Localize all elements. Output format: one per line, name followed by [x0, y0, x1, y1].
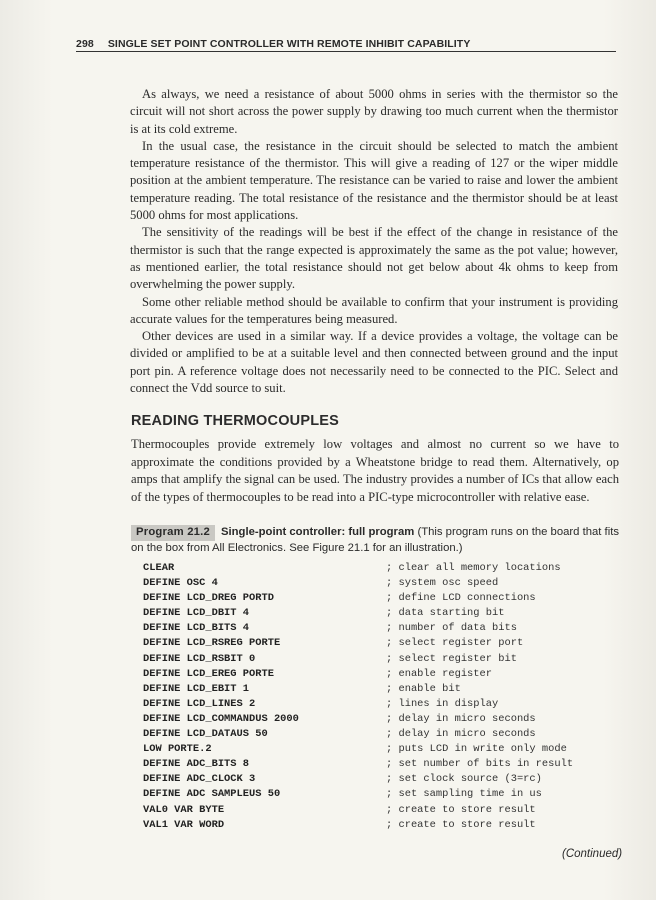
code-listing [143, 561, 623, 833]
code-statement: DEFINE ADC SAMPLEUS 50 [143, 788, 281, 801]
code-line [143, 667, 623, 682]
code-line [143, 772, 623, 787]
code-statement: LOW PORTE.2 [143, 743, 212, 756]
code-statement: DEFINE LCD_EREG PORTE [143, 667, 274, 680]
code-comment: ; delay in micro seconds [386, 712, 536, 725]
code-comment: ; data starting bit [386, 607, 505, 620]
code-line [143, 621, 623, 636]
paragraph: The sensitivity of the readings will be best if the effect of the change in resistance of the thermistor is such that the range expected is approximately the same as the pot value; however, as mentioned earlier, the total resistance should not get below about 4k ohms to keep from overwhelming the power supply. [130, 225, 618, 292]
code-comment: ; set clock source (3=rc) [386, 773, 542, 786]
code-comment: ; enable register [386, 667, 493, 680]
code-line [143, 727, 623, 742]
code-statement: DEFINE LCD_COMMANDUS 2000 [143, 712, 299, 725]
running-header [76, 38, 616, 52]
paragraph: Some other reliable method should be available to confirm that your instrument is providing accurate values for the temperatures being measured. [130, 294, 618, 326]
section-heading: READING THERMOCOUPLES [131, 413, 340, 429]
code-statement: DEFINE OSC 4 [143, 577, 218, 590]
program-title: Single-point controller: full program [220, 526, 415, 538]
code-comment: ; number of data bits [386, 622, 517, 635]
code-comment: ; select register bit [386, 652, 517, 665]
code-comment: ; define LCD connections [386, 592, 536, 605]
code-comment: ; system osc speed [386, 577, 499, 590]
code-comment: ; clear all memory locations [386, 562, 561, 574]
code-comment: ; set number of bits in result [386, 758, 574, 771]
program-note: (This program runs on the board that fits on the box from All Electronics. See Figure 21.1 for an illustration.) [131, 526, 619, 554]
code-statement: DEFINE LCD_RSBIT 0 [143, 652, 256, 665]
code-comment: ; create to store result [386, 803, 536, 816]
code-line [143, 818, 623, 833]
program-tag: Program 21.2 [131, 525, 215, 541]
paragraph: Thermocouples provide extremely low voltages and almost no current so we have to approximate the conditions provided by a Wheatstone bridge to read them. Alternatively, op amps that amplify the signal can be used. The industry provides a number of ICs that allow each of the types of thermocouples to be read into a PIC-type microcontroller with relative ease. [131, 437, 619, 504]
code-line [143, 742, 623, 757]
code-comment: ; create to store result [386, 818, 536, 831]
code-line [143, 576, 623, 591]
code-statement: VAL0 VAR BYTE [143, 803, 225, 816]
body-text [130, 86, 618, 397]
code-line [143, 697, 623, 712]
code-statement: DEFINE LCD_RSREG PORTE [143, 637, 281, 650]
running-title: SINGLE SET POINT CONTROLLER WITH REMOTE INHIBIT CAPABILITY [107, 38, 471, 50]
paragraph: In the usual case, the resistance in the circuit should be selected to match the ambient temperature resistance of the thermistor. This will give a reading of 127 or the wiper middle position at the ambient temperature. The resistance can be varied to raise and lower the ambient temperature reading. The total resistance of the resistance and the thermistor should be at least 5000 ohms for most applications. [130, 138, 618, 223]
code-statement: DEFINE LCD_DREG PORTD [143, 592, 274, 605]
code-comment: ; enable bit [386, 682, 461, 695]
code-statement: DEFINE ADC_CLOCK 3 [143, 773, 256, 786]
code-line [143, 787, 623, 802]
code-line [143, 682, 623, 697]
code-comment: ; set sampling time in us [386, 788, 542, 801]
paragraph: Other devices are used in a similar way. If a device provides a voltage, the voltage can be divided or amplified to be at a suitable level and then connected between ground and the input port pin. A reference voltage does not necessarily need to be connected to the PIC. Select and connect the Vdd source to suit. [130, 329, 618, 396]
code-statement: CLEAR [143, 562, 175, 574]
code-line [143, 561, 623, 576]
code-line [143, 591, 623, 606]
code-comment: ; lines in display [386, 697, 499, 710]
code-statement: DEFINE LCD_EBIT 1 [143, 682, 250, 695]
continued-label: (Continued) [562, 848, 623, 860]
code-statement: DEFINE LCD_BITS 4 [143, 622, 250, 635]
code-statement: VAL1 VAR WORD [143, 818, 225, 831]
code-line [143, 712, 623, 727]
code-statement: DEFINE LCD_LINES 2 [143, 697, 256, 710]
code-comment: ; select register port [386, 637, 524, 650]
code-line [143, 606, 623, 621]
section-body [131, 436, 619, 506]
code-statement: DEFINE LCD_DATAUS 50 [143, 728, 268, 741]
code-line [143, 652, 623, 667]
code-statement: DEFINE LCD_DBIT 4 [143, 607, 250, 620]
code-line [143, 636, 623, 651]
code-statement: DEFINE ADC_BITS 8 [143, 758, 250, 771]
code-comment: ; delay in micro seconds [386, 728, 536, 741]
code-line [143, 757, 623, 772]
code-line [143, 803, 623, 818]
program-caption [131, 525, 621, 556]
code-comment: ; puts LCD in write only mode [386, 743, 567, 756]
page-number: 298 [76, 38, 94, 50]
paragraph: As always, we need a resistance of about 5000 ohms in series with the thermistor so the circuit will not short across the power supply by drawing too much current when the thermistor is at its cold extreme. [130, 87, 618, 136]
